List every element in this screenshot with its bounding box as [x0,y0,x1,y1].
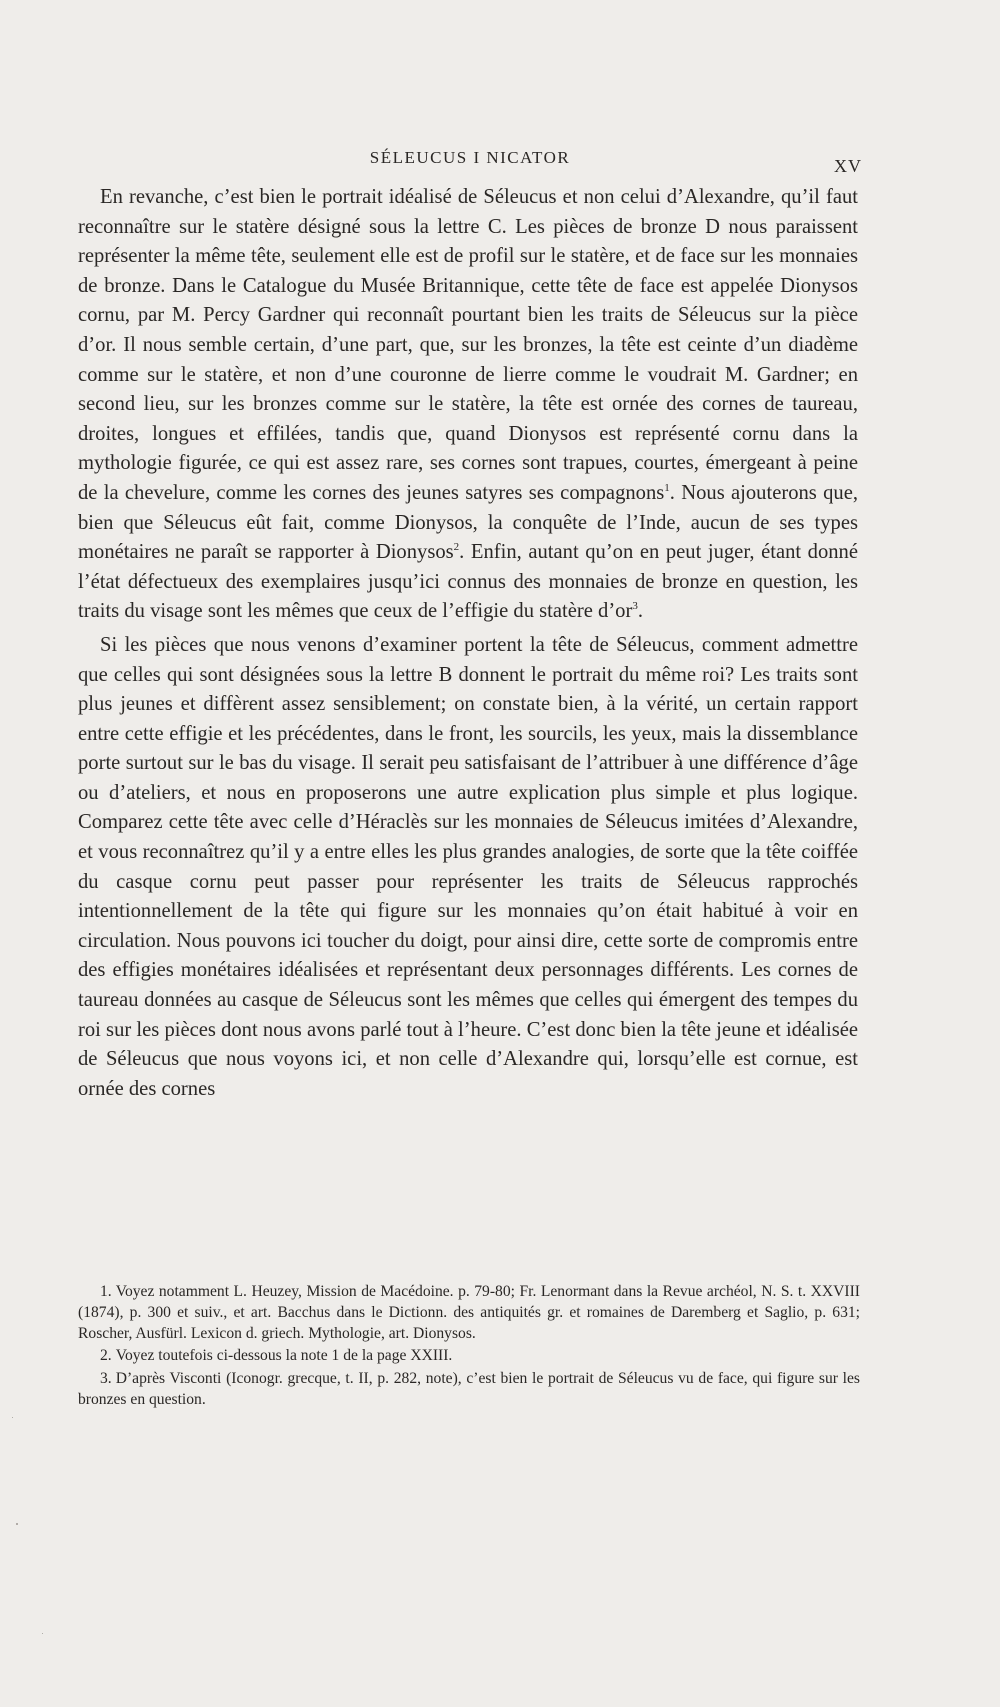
paper-speck [16,1523,18,1525]
footnote-1 [78,1282,860,1344]
paragraph-1-part-c: . Enfin, autant qu’on en peut juger, étant donné l’état défectueux des exemplaires jusqu’ici connus des monnaies de bronze en question, les traits du visage sont les mêmes que ceux de l’effigie du statère d’or [78,541,858,623]
footnote-number: 1. [100,1283,112,1300]
footnote-number: 3. [100,1370,112,1388]
footnote-ref-1: 1 [664,482,670,495]
footnotes [78,1282,860,1411]
paragraph-1-part-d: . [637,600,643,623]
footnote-text: Voyez notamment L. Heuzey, Mission de Macédoine. p. 79-80; Fr. Lenormant dans la Revue archéol, N. S. t. XXVIII (1874), p. 300 et suiv., et art. Bacchus dans le Dictionn. des antiquités gr. et romaines de Daremberg et Saglio, p. 631; Roscher, Ausfürl. Lexicon d. griech. Mythologie, art. Dionysos. [78,1283,860,1342]
running-head [80,146,860,176]
paper-speck [12,1417,13,1418]
paragraph-1 [78,183,858,627]
footnote-3 [78,1369,860,1411]
footnote-2 [78,1346,860,1367]
body-text [78,183,858,1104]
footnote-text: Voyez toutefois ci-dessous la note 1 de la page XXIII. [115,1347,453,1365]
footnote-number: 2. [100,1347,112,1365]
paragraph-1-part-a: En revanche, c’est bien le portrait idéalisé de Séleucus et non celui d’Alexandre, qu’il faut reconnaître sur le statère désigné sous la lettre C. Les pièces de bronze D nous paraissent représenter la même tête, seulement elle est de profil sur le statère, et de face sur les monnaies de bronze. Dans le Catalogue du Musée Britannique, cette tête de face est appelée Dionysos cornu, par M. Percy Gardner qui reconnaît pourtant bien les traits de Séleucus sur la pièce d’or. Il nous semble certain, d’une part, que, sur les bronzes, la tête est ceinte d’un diadème comme sur le statère, et non d’une couronne de lierre comme le voudrait M. Gardner; en second lieu, sur les bronzes comme sur le statère, la tête est ornée des cornes de taureau, droites, longues et effilées, tandis que, quand Dionysos est représenté cornu dans la mythologie figurée, ce qui est assez rare, ses cornes sont trapues, courtes, émergeant à peine de la chevelure, comme les cornes des jeunes satyres ses compagnons [78,186,858,504]
footnote-ref-3: 3 [632,600,638,613]
footnote-text: D’après Visconti (Iconogr. grecque, t. II, p. 282, note), c’est bien le portrait de Séleucus vu de face, qui figure sur les bronzes en question. [78,1370,860,1408]
paper-speck [42,1633,43,1634]
footnote-ref-2: 2 [453,541,460,554]
running-title: SÉLEUCUS I NICATOR [369,148,571,167]
page-number: XV [834,156,862,176]
paragraph-1-part-b: . Nous ajouterons que, bien que Séleucus eût fait, comme Dionysos, la conquête de l’Inde, aucun de ses types monétaires ne paraît se rapporter à Dionysos [78,481,858,564]
paragraph-2: Si les pièces que nous venons d’examiner portent la tête de Séleucus, comment admettre que celles qui sont désignées sous la lettre B donnent le portrait du même roi? Les traits sont plus jeunes et diffèrent assez sensiblement; on constate bien, à la vérité, un certain rapport entre cette effigie et les précédentes, dans le front, les sourcils, les yeux, mais la dissemblance porte surtout sur le bas du visage. Il serait peu satisfaisant de l’attribuer à une différence d’âge ou d’ateliers, et nous en proposerons une autre explication plus simple et plus logique. Comparez cette tête avec celle d’Héraclès sur les monnaies de Séleucus imitées d’Alexandre, et vous reconnaîtrez qu’il y a entre elles les plus grandes analogies, de sorte que la tête coiffée du casque cornu peut passer pour représenter les traits de Séleucus rapprochés intentionnellement de la tête qui figure sur les monnaies qu’on était habitué à voir en circulation. Nous pouvons ici toucher du doigt, pour ainsi dire, cette sorte de compromis entre des effigies monétaires idéalisées et représentant deux personnages différents. Les cornes de taureau données au casque de Séleucus sont les mêmes que celles qui émergent des tempes du roi sur les pièces dont nous avons parlé tout à l’heure. C’est donc bien la tête jeune et idéalisée de Séleucus que nous voyons ici, et non celle d’Alexandre qui, lorsqu’elle est cornue, est ornée des cornes [78,633,858,1100]
